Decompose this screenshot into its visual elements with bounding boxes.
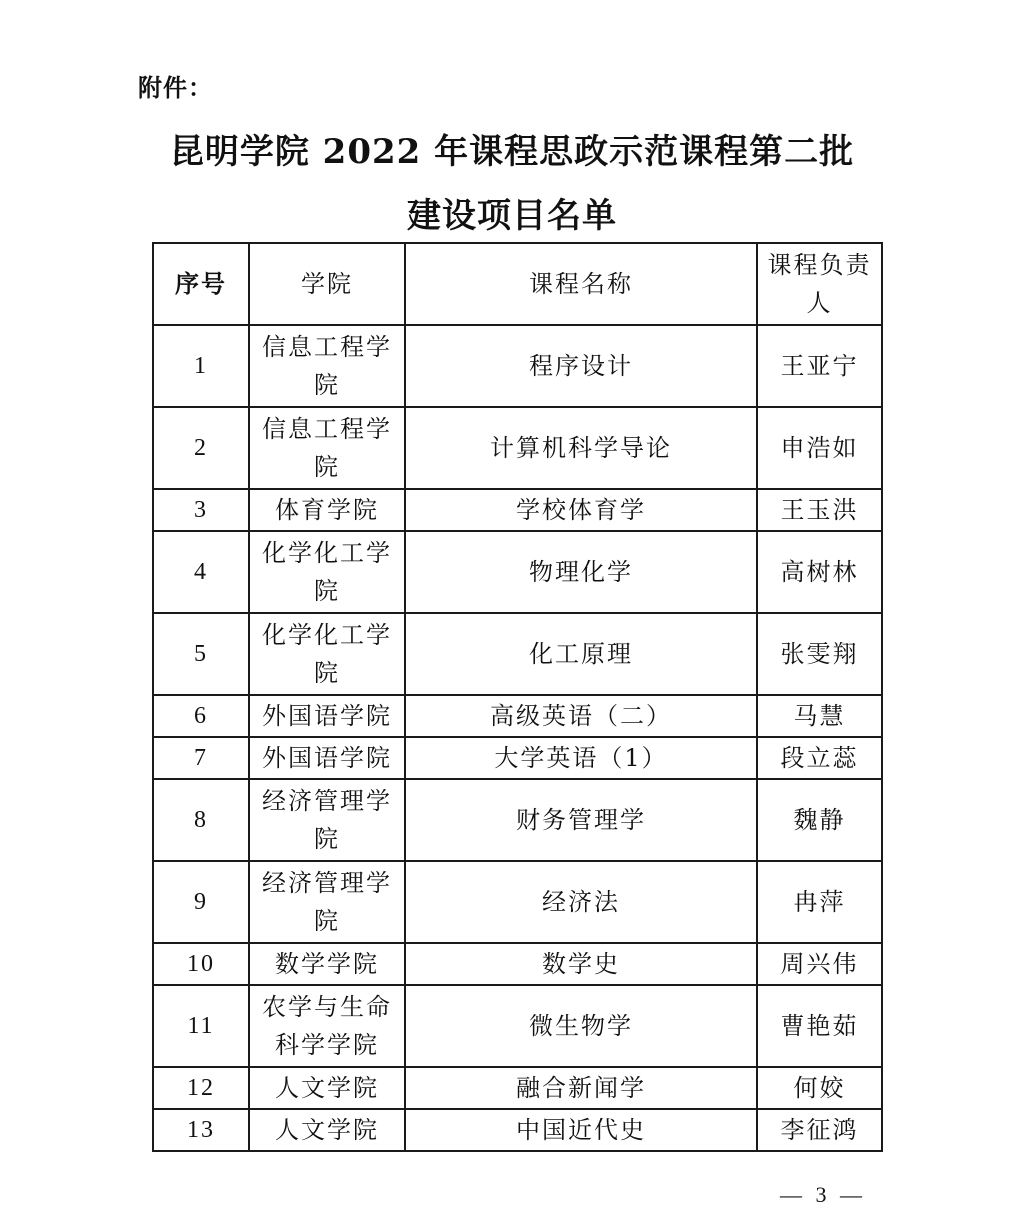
table-row xyxy=(153,531,882,613)
cell-course: 程序设计 xyxy=(405,325,757,407)
cell-college: 外国语学院 xyxy=(249,695,405,737)
cell-lead: 李征鸿 xyxy=(757,1109,882,1151)
cell-course: 财务管理学 xyxy=(405,779,757,861)
header-course: 课程名称 xyxy=(405,243,757,325)
cell-college: 外国语学院 xyxy=(249,737,405,779)
cell-course: 学校体育学 xyxy=(405,489,757,531)
cell-college: 化学化工学院 xyxy=(249,613,405,695)
cell-lead: 高树林 xyxy=(757,531,882,613)
table-row xyxy=(153,985,882,1067)
cell-index: 13 xyxy=(153,1109,249,1151)
cell-college: 化学化工学院 xyxy=(249,531,405,613)
cell-lead: 王亚宁 xyxy=(757,325,882,407)
table-row xyxy=(153,407,882,489)
document-title-line-1: 昆明学院 2022 年课程思政示范课程第二批 xyxy=(169,132,855,172)
cell-index: 8 xyxy=(153,779,249,861)
table-row xyxy=(153,325,882,407)
cell-index: 3 xyxy=(153,489,249,531)
cell-course: 经济法 xyxy=(405,861,757,943)
header-index: 序号 xyxy=(153,243,249,325)
cell-lead: 张雯翔 xyxy=(757,613,882,695)
cell-lead: 王玉洪 xyxy=(757,489,882,531)
table-row xyxy=(153,1067,882,1109)
cell-lead: 冉萍 xyxy=(757,861,882,943)
cell-college: 经济管理学院 xyxy=(249,779,405,861)
cell-course: 大学英语（1） xyxy=(405,737,757,779)
cell-index: 2 xyxy=(153,407,249,489)
cell-index: 4 xyxy=(153,531,249,613)
cell-lead: 何姣 xyxy=(757,1067,882,1109)
header-college: 学院 xyxy=(249,243,405,325)
project-roster-table xyxy=(152,242,883,1152)
table-header-row xyxy=(153,243,882,325)
cell-index: 6 xyxy=(153,695,249,737)
cell-lead: 魏静 xyxy=(757,779,882,861)
cell-course: 数学史 xyxy=(405,943,757,985)
cell-index: 10 xyxy=(153,943,249,985)
cell-college: 农学与生命科学学院 xyxy=(249,985,405,1067)
cell-college: 人文学院 xyxy=(249,1067,405,1109)
cell-college: 信息工程学院 xyxy=(249,407,405,489)
table-row xyxy=(153,737,882,779)
attachment-label: 附件： xyxy=(138,74,213,102)
cell-course: 微生物学 xyxy=(405,985,757,1067)
table-row xyxy=(153,779,882,861)
table-body xyxy=(153,325,882,1151)
cell-college: 数学学院 xyxy=(249,943,405,985)
page-number: — 3 — xyxy=(780,1182,866,1207)
document-title-line-2: 建设项目名单 xyxy=(407,196,617,236)
cell-course: 融合新闻学 xyxy=(405,1067,757,1109)
cell-index: 9 xyxy=(153,861,249,943)
cell-index: 7 xyxy=(153,737,249,779)
table-row xyxy=(153,613,882,695)
cell-course: 中国近代史 xyxy=(405,1109,757,1151)
cell-course: 物理化学 xyxy=(405,531,757,613)
table-row xyxy=(153,1109,882,1151)
header-lead: 课程负责人 xyxy=(757,243,882,325)
cell-course: 化工原理 xyxy=(405,613,757,695)
table-row xyxy=(153,695,882,737)
cell-lead: 曹艳茹 xyxy=(757,985,882,1067)
table-row xyxy=(153,943,882,985)
cell-college: 信息工程学院 xyxy=(249,325,405,407)
cell-college: 人文学院 xyxy=(249,1109,405,1151)
cell-course: 高级英语（二） xyxy=(405,695,757,737)
cell-lead: 段立蕊 xyxy=(757,737,882,779)
cell-index: 11 xyxy=(153,985,249,1067)
table-row xyxy=(153,489,882,531)
cell-index: 1 xyxy=(153,325,249,407)
cell-college: 体育学院 xyxy=(249,489,405,531)
cell-lead: 马慧 xyxy=(757,695,882,737)
cell-college: 经济管理学院 xyxy=(249,861,405,943)
cell-index: 12 xyxy=(153,1067,249,1109)
cell-lead: 周兴伟 xyxy=(757,943,882,985)
cell-course: 计算机科学导论 xyxy=(405,407,757,489)
cell-index: 5 xyxy=(153,613,249,695)
table-row xyxy=(153,861,882,943)
cell-lead: 申浩如 xyxy=(757,407,882,489)
